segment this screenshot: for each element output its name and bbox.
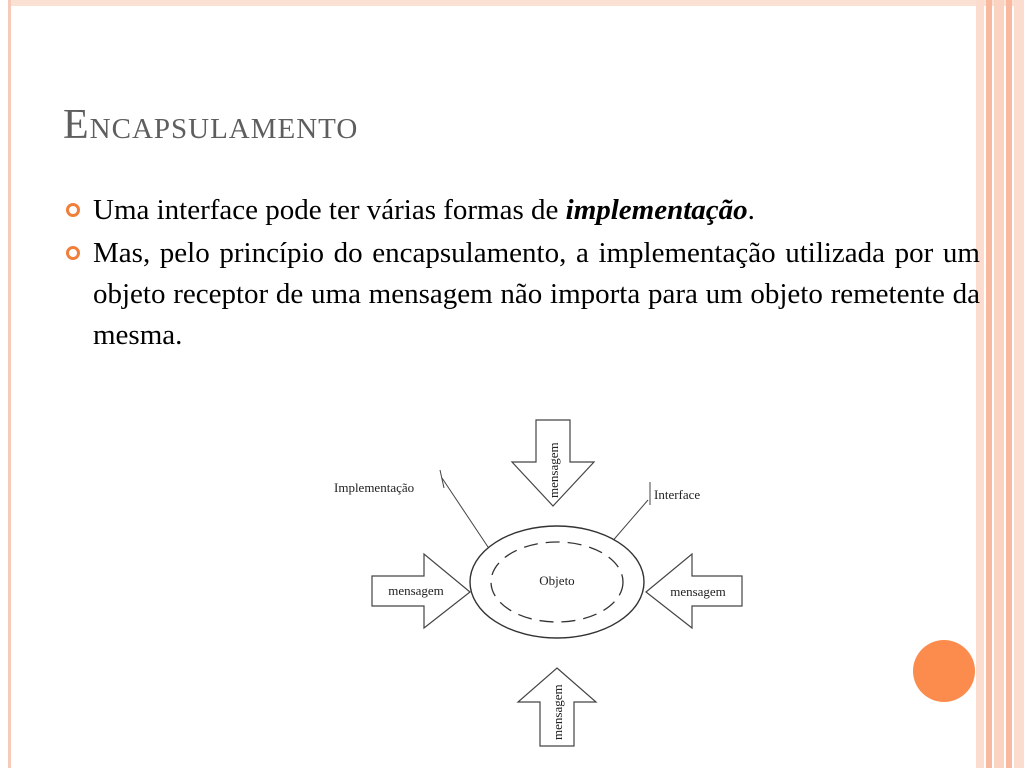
slide-title: Encapsulamento — [63, 102, 359, 148]
bullet-emphasis: implementação — [565, 194, 748, 226]
bullet-item — [66, 233, 980, 356]
encapsulation-diagram — [320, 410, 760, 760]
stripe-2 — [986, 0, 992, 768]
stripe-1 — [976, 0, 984, 768]
bullet-circle-icon — [66, 203, 80, 217]
bullet-list — [66, 190, 980, 358]
interface-label: Interface — [654, 487, 701, 502]
stripe-4 — [1006, 0, 1012, 768]
arrow-bottom-label: mensagem — [550, 684, 565, 740]
bullet-punctuation: . — [747, 194, 755, 226]
decorative-stripes — [976, 0, 1024, 768]
object-label: Objeto — [539, 573, 575, 588]
arrow-left-label: mensagem — [388, 583, 444, 598]
interface-leader-line — [610, 500, 648, 544]
implementation-label: Implementação — [334, 480, 415, 495]
bullet-item — [66, 190, 980, 231]
arrow-top-label: mensagem — [546, 442, 561, 498]
arrow-bottom — [518, 668, 596, 746]
orange-circle-decoration — [913, 640, 975, 702]
bullet-text: Mas, pelo princípio do encapsulamento, a implementação utilizada por um objeto receptor de uma mensagem não importa para um objeto remetente da mesma. — [93, 237, 980, 351]
stripe-5 — [1014, 0, 1024, 768]
stripe-3 — [994, 0, 1004, 768]
bullet-text: Uma interface pode ter várias formas de — [93, 194, 566, 226]
implementation-tick — [440, 470, 444, 488]
arrow-left — [372, 554, 470, 628]
arrow-right-label: mensagem — [670, 584, 726, 599]
arrow-top — [512, 420, 594, 506]
arrow-right — [646, 554, 742, 628]
bullet-circle-icon — [66, 246, 80, 260]
